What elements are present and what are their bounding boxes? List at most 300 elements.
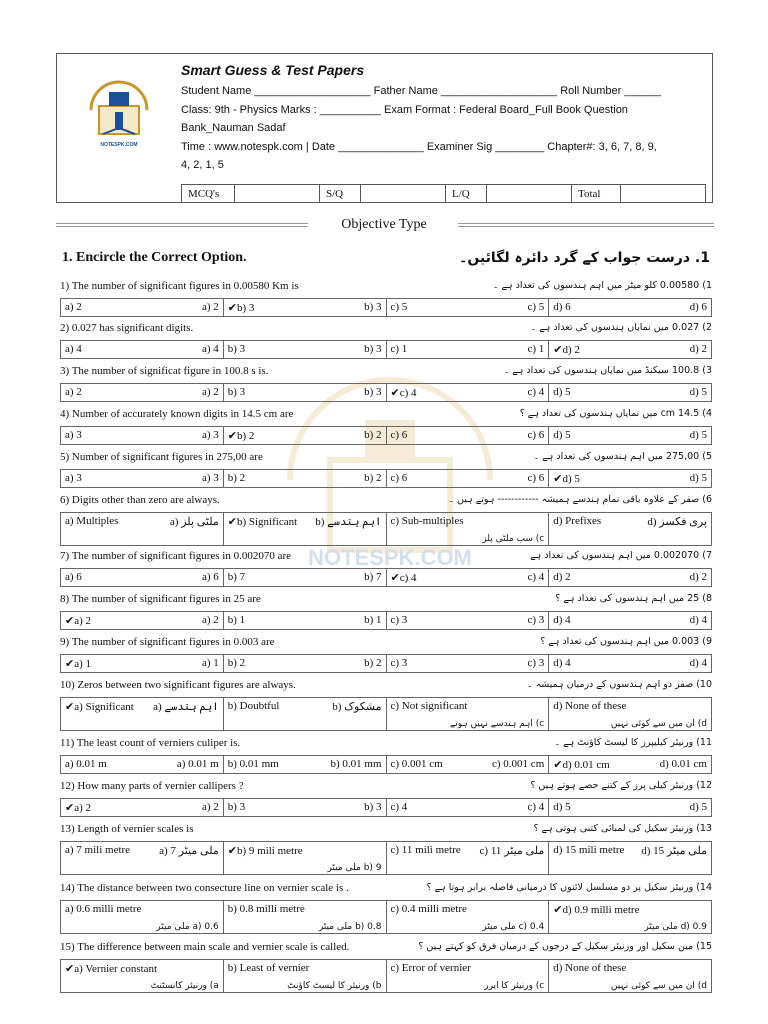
option-text-urdu: c) اہم ہندسے نہیں ہوتے (450, 719, 545, 729)
options-row (60, 469, 712, 488)
header-box (56, 53, 713, 203)
question-text-english: 15) The difference between main scale and vernier scale is called. (60, 941, 350, 953)
option-label (65, 343, 82, 355)
option-text-english: a) Multiples (65, 515, 119, 527)
option-label (228, 301, 255, 314)
option-text-secondary: a) 4 (201, 343, 219, 355)
question-text-urdu: 1) 0.00580 کلو میٹر میں اہم ہندسوں کی تعداد ہے ۔ (492, 280, 712, 291)
option-text-urdu: d) 0.9 ملی میٹر (644, 922, 707, 932)
option-text-secondary: a) 2 (201, 386, 219, 398)
question-item (60, 550, 712, 587)
option-cell[interactable] (223, 569, 386, 586)
score-value-total[interactable] (621, 185, 706, 203)
option-text-secondary: b) 2 (364, 657, 382, 669)
option-label (553, 429, 570, 441)
option-text-secondary: d) 6 (689, 301, 707, 313)
question-text-english: 6) Digits other than zero are always. (60, 494, 220, 506)
option-label (228, 962, 310, 974)
option-text-english: c) 0.4 milli metre (390, 903, 467, 915)
option-label (553, 657, 570, 669)
section-title: Objective Type (341, 217, 427, 232)
option-cell[interactable] (223, 960, 386, 992)
option-cell[interactable] (223, 427, 386, 444)
option-text-english: a) 2 (74, 802, 92, 814)
option-cell[interactable] (61, 655, 223, 672)
option-text-urdu: b) 9 ملی میٹر (327, 863, 382, 873)
check-icon: ✔ (553, 472, 563, 485)
student-info (181, 82, 701, 175)
option-label (391, 429, 408, 441)
question-line (60, 408, 712, 424)
option-cell[interactable] (548, 612, 711, 629)
check-icon: ✔ (65, 962, 75, 975)
option-label (228, 903, 305, 915)
option-cell[interactable] (61, 427, 223, 444)
option-label (553, 571, 570, 583)
option-text-urdu: a) ورنیئر کانسٹنٹ (150, 981, 219, 991)
score-value-sq[interactable] (361, 185, 446, 203)
option-text-english: c) Not significant (390, 700, 468, 712)
option-text-secondary: c) 0.001 cm (492, 758, 545, 770)
question-text-urdu: 13) ورنیئر سکیل کی لمبائی کتنی ہوتی ہے ؟ (533, 823, 712, 834)
check-icon: ✔ (227, 515, 237, 528)
question-text-urdu: 4) cm 14.5 میں نمایاں ہندسوں کی تعداد ہے ؟ (519, 408, 712, 419)
score-label-lq: L/Q (446, 185, 487, 203)
option-text-urdu: b) ورنیئر کا لیسٹ کاؤنٹ (287, 981, 382, 991)
option-cell[interactable] (61, 470, 223, 487)
option-cell[interactable] (386, 756, 549, 773)
option-label (65, 571, 82, 583)
option-cell[interactable] (61, 513, 223, 545)
options-row (60, 611, 712, 630)
option-cell[interactable] (223, 384, 386, 401)
option-text-secondary: c) 3 (527, 657, 545, 669)
option-cell[interactable] (386, 384, 549, 401)
option-cell[interactable] (548, 470, 711, 487)
option-text-english: a) 3 (65, 472, 82, 484)
option-cell[interactable] (386, 513, 549, 545)
option-text-english: a) 1 (74, 658, 92, 670)
option-text-urdu: b) 0.8 ملی میٹر (318, 922, 382, 932)
option-text-english: b) Significant (236, 516, 298, 528)
question-text-english: 1) The number of significant figures in 0.00580 Km is (60, 280, 299, 292)
question-text-urdu: 8) 25 میں اہم ہندسوں کی تعداد ہے ؟ (555, 593, 712, 604)
check-icon: ✔ (65, 801, 75, 814)
question-line (60, 322, 712, 338)
question-text-urdu: 12) ورنیئر کیلی پرز کے کتنے حصے ہوتے ہیں ؟ (530, 780, 712, 791)
option-cell[interactable] (223, 513, 386, 545)
option-cell[interactable] (223, 341, 386, 358)
options-row (60, 841, 712, 875)
option-cell[interactable] (223, 655, 386, 672)
option-cell[interactable] (61, 299, 223, 316)
option-text-urdu: d) ان میں سے کوئی نہیں (610, 981, 707, 991)
option-label (391, 515, 464, 527)
question-item (60, 780, 712, 817)
option-text-english: a) 2 (65, 386, 82, 398)
question-item (60, 593, 712, 630)
info-line-2: Class: 9th - Physics Marks : __________ Exam Format : Federal Board_Full Book Question (181, 103, 628, 116)
option-text-secondary: d) 4 (689, 657, 707, 669)
option-text-english: d) 0.01 cm (562, 759, 610, 771)
options-row (60, 959, 712, 993)
question-line (60, 679, 712, 695)
option-text-english: c) 4 (390, 801, 408, 813)
check-icon: ✔ (390, 386, 400, 399)
question-line (60, 550, 712, 566)
option-label (391, 962, 471, 974)
option-text-english: a) 4 (65, 343, 82, 355)
option-text-secondary: a) 7 ملی میٹر (159, 845, 219, 857)
option-cell[interactable] (61, 612, 223, 629)
option-cell[interactable] (548, 799, 711, 816)
option-cell[interactable] (386, 698, 549, 730)
option-cell[interactable] (548, 655, 711, 672)
question-text-urdu: 7) 0.002070 میں اہم ہندسوں کی تعداد ہے (530, 550, 712, 561)
option-cell[interactable] (386, 427, 549, 444)
option-text-english: d) 5 (562, 473, 580, 485)
score-value-lq[interactable] (487, 185, 572, 203)
option-text-english: c) 11 mili metre (390, 844, 461, 856)
option-text-english: d) 4 (553, 657, 571, 669)
option-text-urdu: c) ورنیئر کا ایرر (484, 981, 545, 991)
options-row (60, 755, 712, 774)
option-cell[interactable] (223, 299, 386, 316)
question-text-urdu: 14) ورنیئر سکیل پر دو مسلسل لائنوں کا درمیانی فاصلہ برابر ہوتا ہے ؟ (426, 882, 712, 893)
option-text-english: d) 6 (553, 301, 571, 313)
question-text-urdu: 6) صفر کے علاوہ باقی تمام ہندسے ہمیشہ ------------ ہوتے ہیں ۔ (448, 494, 712, 505)
option-label (228, 758, 279, 770)
option-text-secondary: c) 6 (527, 429, 545, 441)
option-text-english: b) 2 (227, 472, 246, 484)
option-text-urdu: d) ان میں سے کوئی نہیں (610, 719, 707, 729)
option-text-secondary: d) 2 (689, 343, 707, 355)
option-label (65, 386, 82, 398)
option-cell[interactable] (386, 799, 549, 816)
option-label (391, 758, 443, 770)
option-cell[interactable] (61, 341, 223, 358)
question-item (60, 679, 712, 731)
option-text-english: b) 3 (236, 302, 255, 314)
option-text-secondary: d) 5 (689, 801, 707, 813)
option-text-english: d) 15 mili metre (553, 844, 625, 856)
option-text-english: c) 5 (390, 301, 408, 313)
option-cell[interactable] (386, 960, 549, 992)
question-item (60, 636, 712, 673)
option-text-english: c) 1 (390, 343, 408, 355)
option-cell[interactable] (548, 756, 711, 773)
option-text-secondary: c) 4 (527, 386, 545, 398)
option-cell[interactable] (386, 470, 549, 487)
option-cell[interactable] (61, 960, 223, 992)
option-cell[interactable] (548, 901, 711, 933)
option-cell[interactable] (61, 756, 223, 773)
question-line (60, 941, 712, 957)
option-text-secondary: a) 2 (201, 801, 219, 813)
option-text-secondary: c) 4 (527, 571, 545, 583)
option-text-english: d) 4 (553, 614, 571, 626)
question-text-english: 3) The number of significat figure in 100.8 s is. (60, 365, 269, 377)
option-cell[interactable] (386, 842, 549, 874)
instruction-english: 1. Encircle the Correct Option. (62, 250, 247, 265)
option-text-secondary: d) 5 (689, 386, 707, 398)
option-text-secondary: c) 11 ملی میٹر (479, 845, 545, 857)
option-text-secondary: b) 0.01 mm (330, 758, 382, 770)
question-text-urdu: 10) صفر دو اہم ہندسوں کے درمیان ہمیشہ ۔ (527, 679, 712, 690)
option-text-english: c) 3 (390, 614, 408, 626)
option-label (65, 657, 91, 670)
option-text-english: c) Error of vernier (390, 962, 471, 974)
option-text-secondary: d) 2 (689, 571, 707, 583)
option-label (228, 429, 255, 442)
question-item (60, 322, 712, 359)
option-text-english: a) 7 mili metre (65, 844, 131, 856)
option-text-english: b) 7 (227, 571, 246, 583)
option-cell[interactable] (548, 960, 711, 992)
option-label (65, 903, 141, 915)
option-label (391, 700, 468, 712)
option-text-secondary: a) 3 (201, 429, 219, 441)
question-text-urdu: 9) 0.003 میں اہم ہندسوں کی تعداد ہے ؟ (540, 636, 712, 647)
option-label (65, 429, 82, 441)
option-cell[interactable] (386, 299, 549, 316)
option-cell[interactable] (386, 612, 549, 629)
option-label (391, 903, 467, 915)
question-text-urdu: 11) ورنیئر کیلیپرز کا لیسٹ کاؤنٹ ہے ۔ (554, 737, 712, 748)
check-icon: ✔ (390, 571, 400, 584)
check-icon: ✔ (553, 903, 563, 916)
question-item (60, 408, 712, 445)
option-text-secondary: c) 3 (527, 614, 545, 626)
question-item (60, 882, 712, 934)
option-cell[interactable] (61, 799, 223, 816)
logo-graphic (81, 72, 157, 142)
question-text-english: 11) The least count of verniers culiper is. (60, 737, 241, 749)
score-label-sq: S/Q (320, 185, 361, 203)
option-label (228, 801, 245, 813)
option-cell[interactable] (61, 698, 223, 730)
option-cell[interactable] (61, 842, 223, 874)
option-cell[interactable] (548, 513, 711, 545)
option-label (228, 386, 245, 398)
option-text-secondary: a) 1 (201, 657, 219, 669)
question-item (60, 737, 712, 774)
options-row (60, 426, 712, 445)
info-line-5: 4, 2, 1, 5 (181, 159, 224, 171)
option-cell[interactable] (548, 842, 711, 874)
option-text-english: c) 0.001 cm (390, 758, 443, 770)
option-cell[interactable] (223, 698, 386, 730)
option-label (553, 515, 601, 527)
option-label (65, 801, 91, 814)
option-text-english: a) 2 (74, 615, 92, 627)
option-label (65, 472, 82, 484)
option-label (391, 386, 417, 399)
question-line (60, 451, 712, 467)
score-value-mcq[interactable] (235, 185, 320, 203)
option-cell[interactable] (386, 569, 549, 586)
question-text-urdu: 2) 0.027 میں نمایاں ہندسوں کی تعداد ہے ۔ (530, 322, 712, 333)
option-text-secondary: d) 15 ملی میٹر (641, 845, 707, 857)
info-line-1: Student Name ___________________ Father Name ___________________ Roll Number ______ (181, 85, 662, 97)
option-label (391, 571, 417, 584)
option-cell[interactable] (223, 470, 386, 487)
logo-caption: NOTESPK.COM (100, 142, 138, 148)
option-cell[interactable] (223, 842, 386, 874)
option-label (65, 844, 130, 856)
options-row (60, 697, 712, 731)
option-cell[interactable] (223, 799, 386, 816)
option-label (553, 903, 639, 916)
options-row (60, 568, 712, 587)
option-text-english: a) Significant (74, 701, 134, 713)
question-item (60, 451, 712, 488)
options-row (60, 383, 712, 402)
option-text-english: b) 0.8 milli metre (227, 903, 305, 915)
option-text-english: b) 1 (227, 614, 246, 626)
option-cell[interactable] (223, 901, 386, 933)
option-label (65, 614, 91, 627)
check-icon: ✔ (65, 700, 75, 713)
option-cell[interactable] (386, 901, 549, 933)
question-line (60, 280, 712, 296)
question-line (60, 882, 712, 898)
question-line (60, 823, 712, 839)
option-cell[interactable] (548, 427, 711, 444)
option-text-english: b) Doubtful (227, 700, 280, 712)
option-label (65, 301, 82, 313)
option-cell[interactable] (548, 698, 711, 730)
option-label (228, 844, 303, 857)
check-icon: ✔ (553, 343, 563, 356)
check-icon: ✔ (65, 614, 75, 627)
question-text-english: 2) 0.027 has significant digits. (60, 322, 194, 334)
options-row (60, 298, 712, 317)
option-label (228, 700, 280, 712)
option-text-secondary: b) 3 (364, 386, 382, 398)
check-icon: ✔ (227, 429, 237, 442)
option-text-secondary: b) اہم ہندسے (315, 516, 382, 528)
option-text-secondary: b) 3 (364, 301, 382, 313)
option-cell[interactable] (548, 569, 711, 586)
brand-title: Smart Guess & Test Papers (181, 62, 365, 78)
question-text-english: 10) Zeros between two significant figures are always. (60, 679, 296, 691)
question-text-urdu: 3) 100.8 سیکنڈ میں نمایاں ہندسوں کی تعداد ہے ۔ (503, 365, 712, 376)
option-text-secondary: a) 6 (201, 571, 219, 583)
option-text-urdu: c) سب ملٹی پلز (482, 534, 545, 544)
option-text-secondary: c) 1 (527, 343, 545, 355)
instruction-urdu: 1. درست جواب کے گرد دائرہ لگائیں۔ (459, 250, 710, 266)
question-text-english: 8) The number of significant figures in 25 are (60, 593, 261, 605)
option-text-english: b) 2 (236, 430, 255, 442)
option-text-english: c) Sub-multiples (390, 515, 464, 527)
option-label (228, 571, 245, 583)
question-item (60, 494, 712, 546)
option-text-secondary: a) 2 (201, 301, 219, 313)
option-text-english: d) None of these (553, 962, 627, 974)
check-icon: ✔ (65, 657, 75, 670)
question-item (60, 941, 712, 993)
option-label (553, 614, 570, 626)
question-item (60, 280, 712, 317)
option-text-secondary: a) 3 (201, 472, 219, 484)
options-row (60, 654, 712, 673)
option-text-english: d) 5 (553, 429, 571, 441)
option-text-secondary: b) 7 (364, 571, 382, 583)
option-cell[interactable] (61, 569, 223, 586)
option-text-secondary: a) اہم ہندسے (153, 701, 219, 713)
option-label (553, 472, 580, 485)
info-line-3: Bank_Nauman Sadaf (181, 122, 286, 134)
score-table (181, 184, 706, 203)
option-text-english: b) 2 (227, 657, 246, 669)
option-text-secondary: c) 5 (527, 301, 545, 313)
options-row (60, 340, 712, 359)
option-label (553, 962, 626, 974)
option-text-english: b) 3 (227, 343, 246, 355)
option-label (391, 844, 461, 856)
option-cell[interactable] (386, 341, 549, 358)
option-label (228, 515, 297, 528)
score-label-mcq: MCQ's (182, 185, 235, 203)
option-cell[interactable] (548, 384, 711, 401)
option-text-english: d) 2 (553, 571, 571, 583)
watermark-text: NOTESPK.COM (308, 545, 472, 570)
option-label (65, 515, 118, 527)
option-label (553, 301, 570, 313)
option-text-secondary: c) 6 (527, 472, 545, 484)
option-text-secondary: b) مشکوک (332, 701, 382, 713)
question-line (60, 593, 712, 609)
option-label (391, 472, 408, 484)
option-cell[interactable] (223, 756, 386, 773)
option-cell[interactable] (548, 299, 711, 316)
option-text-english: c) 4 (399, 387, 417, 399)
option-label (391, 614, 408, 626)
question-text-english: 12) How many parts of vernier callipers ? (60, 780, 244, 792)
option-text-secondary: d) 5 (689, 429, 707, 441)
question-text-english: 5) Number of significant figures in 275,00 are (60, 451, 263, 463)
option-label (228, 343, 245, 355)
question-text-english: 13) Length of vernier scales is (60, 823, 194, 835)
score-label-total: Total (572, 185, 621, 203)
option-text-english: d) None of these (553, 700, 627, 712)
option-text-english: a) 6 (65, 571, 82, 583)
option-text-english: b) 0.01 mm (227, 758, 279, 770)
option-text-secondary: c) 4 (527, 801, 545, 813)
question-line (60, 494, 712, 510)
info-line-4: Time : www.notespk.com | Date ______________ Examiner Sig ________ Chapter#: 3, 6, 7, 8, 9, (181, 140, 657, 153)
option-label (228, 614, 245, 626)
question-line (60, 780, 712, 796)
option-text-secondary: b) 1 (364, 614, 382, 626)
option-text-english: d) 5 (553, 801, 571, 813)
question-text-english: 4) Number of accurately known digits in 14.5 cm are (60, 408, 294, 420)
option-text-secondary: a) 2 (201, 614, 219, 626)
option-text-secondary: d) پری فکسز (647, 516, 707, 528)
option-cell[interactable] (223, 612, 386, 629)
option-text-english: b) 3 (227, 801, 246, 813)
option-label (65, 700, 134, 713)
option-text-english: b) 3 (227, 386, 246, 398)
option-cell[interactable] (61, 901, 223, 933)
option-text-secondary: a) 0.01 m (176, 758, 219, 770)
option-cell[interactable] (548, 341, 711, 358)
option-cell[interactable] (61, 384, 223, 401)
question-text-urdu: 5) 275,00 میں اہم ہندسوں کی تعداد ہے ۔ (533, 451, 712, 462)
option-text-english: a) 3 (65, 429, 82, 441)
option-cell[interactable] (386, 655, 549, 672)
